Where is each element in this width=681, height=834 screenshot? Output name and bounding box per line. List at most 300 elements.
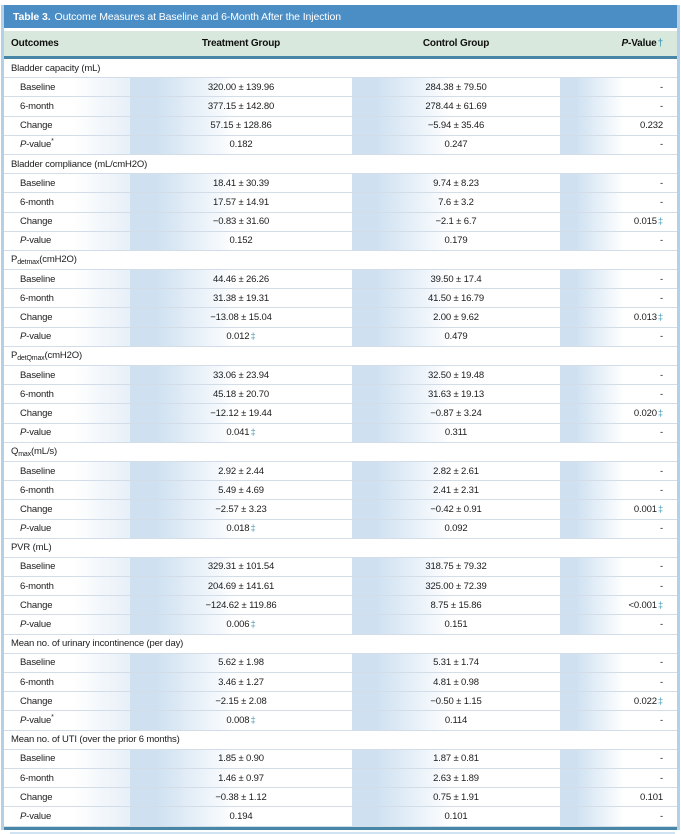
cell-value: 0.151	[444, 619, 468, 631]
cell-value: 2.00 ± 9.62	[433, 312, 479, 324]
cell-value: 57.15 ± 128.86	[210, 120, 272, 132]
pvalue-cell	[560, 462, 677, 480]
row-label-cell	[4, 97, 130, 115]
row-label-cell	[4, 404, 130, 422]
row-label: -value	[26, 810, 52, 822]
treatment-value-cell	[130, 711, 352, 729]
cell-value: 33.06 ± 23.94	[212, 369, 270, 381]
row-label: P	[20, 427, 27, 439]
data-row	[4, 289, 677, 308]
row-label-cell	[4, 270, 130, 288]
section-header-row	[4, 443, 677, 462]
data-row	[4, 481, 677, 500]
cell-value: 32.50 ± 19.48	[427, 369, 485, 381]
cell-value: −0.38 ± 1.12	[215, 791, 267, 803]
row-label: Change	[20, 407, 53, 419]
cell-value: 18.41 ± 30.39	[212, 177, 270, 189]
cell-value: 5.31 ± 1.74	[433, 657, 479, 669]
double-dagger-icon: ‡	[657, 503, 663, 515]
row-label-cell	[4, 78, 130, 96]
cell-value: 0.022	[633, 695, 657, 707]
pvalue-cell	[560, 232, 677, 250]
data-row	[4, 174, 677, 193]
data-row	[4, 117, 677, 136]
section-label: max	[18, 450, 32, 458]
section-label: detmax	[17, 258, 40, 266]
row-label-cell	[4, 500, 130, 518]
dagger-icon: †	[657, 38, 663, 49]
cell-value: -	[659, 369, 663, 381]
control-value-cell	[352, 520, 560, 538]
treatment-value-cell	[130, 193, 352, 211]
cell-value: -	[659, 427, 663, 439]
cell-value: -	[659, 484, 663, 496]
control-value-cell	[352, 328, 560, 346]
treatment-value-cell	[130, 78, 352, 96]
double-dagger-icon: ‡	[250, 523, 256, 535]
row-label-cell	[4, 462, 130, 480]
section-header-row	[4, 59, 677, 78]
cell-value: -	[659, 580, 663, 592]
cell-value: −5.94 ± 35.46	[427, 120, 485, 132]
treatment-value-cell	[130, 424, 352, 442]
treatment-value-cell	[130, 308, 352, 326]
cell-value: -	[659, 523, 663, 535]
section-label: (cmH2O)	[39, 254, 77, 266]
table-frame	[1, 5, 680, 830]
cell-value: 329.31 ± 101.54	[207, 561, 275, 573]
row-label-cell	[4, 174, 130, 192]
row-label-cell	[4, 308, 130, 326]
cell-value: -	[659, 292, 663, 304]
row-label: -value	[26, 331, 52, 343]
section-header-row	[4, 155, 677, 174]
row-label-cell	[4, 193, 130, 211]
pvalue-cell	[560, 193, 677, 211]
row-label: -value	[26, 427, 52, 439]
cell-value: −13.08 ± 15.04	[210, 312, 272, 324]
cell-value: 0.092	[444, 523, 468, 535]
pvalue-cell	[560, 117, 677, 135]
control-value-cell	[352, 577, 560, 595]
section-header-row	[4, 635, 677, 654]
row-label: Change	[20, 216, 53, 228]
treatment-value-cell	[130, 750, 352, 768]
cell-value: 0.311	[444, 427, 468, 439]
cell-value: 278.44 ± 61.69	[425, 100, 487, 112]
row-label: 6-month	[20, 484, 54, 496]
cell-value: 2.41 ± 2.31	[433, 484, 479, 496]
data-row	[4, 615, 677, 634]
pvalue-cell	[560, 270, 677, 288]
control-value-cell	[352, 232, 560, 250]
treatment-value-cell	[130, 481, 352, 499]
row-label-cell	[4, 577, 130, 595]
row-label: *	[51, 138, 54, 146]
data-row	[4, 328, 677, 347]
column-header-treatment: Treatment Group	[201, 38, 281, 49]
row-label: P	[20, 714, 27, 726]
section-label: P	[11, 350, 18, 362]
pvalue-cell	[560, 366, 677, 384]
double-dagger-icon: ‡	[657, 599, 663, 611]
control-value-cell	[352, 711, 560, 729]
control-value-cell	[352, 673, 560, 691]
row-label-cell	[4, 558, 130, 576]
row-label-cell	[4, 673, 130, 691]
cell-value: 44.46 ± 26.26	[212, 273, 270, 285]
cell-value: 1.85 ± 0.90	[218, 753, 264, 765]
double-dagger-icon: ‡	[657, 695, 663, 707]
control-value-cell	[352, 769, 560, 787]
row-label: Baseline	[20, 81, 56, 93]
row-label: Change	[20, 599, 53, 611]
control-value-cell	[352, 78, 560, 96]
control-value-cell	[352, 424, 560, 442]
control-value-cell	[352, 462, 560, 480]
row-label: -value	[26, 714, 52, 726]
cell-value: -	[659, 465, 663, 477]
pvalue-cell	[560, 97, 677, 115]
section-label: Bladder compliance (mL/cmH2O)	[11, 158, 148, 170]
cell-value: 31.38 ± 19.31	[212, 292, 270, 304]
data-row	[4, 788, 677, 807]
data-row	[4, 97, 677, 116]
section-label: Bladder capacity (mL)	[11, 62, 101, 74]
cell-value: 45.18 ± 20.70	[212, 388, 270, 400]
treatment-value-cell	[130, 366, 352, 384]
cell-value: 2.92 ± 2.44	[218, 465, 264, 477]
cell-value: 5.62 ± 1.98	[218, 657, 264, 669]
row-label: -value	[26, 235, 52, 247]
pvalue-cell	[560, 596, 677, 614]
cell-value: -	[659, 657, 663, 669]
row-label: 6-month	[20, 388, 54, 400]
row-label-cell	[4, 750, 130, 768]
control-value-cell	[352, 404, 560, 422]
double-dagger-icon: ‡	[250, 619, 256, 631]
control-value-cell	[352, 500, 560, 518]
pvalue-cell	[560, 308, 677, 326]
column-header-pvalue	[560, 38, 677, 49]
data-row	[4, 462, 677, 481]
row-label-cell	[4, 385, 130, 403]
cell-value: −0.42 ± 0.91	[430, 503, 482, 515]
pvalue-cell	[560, 520, 677, 538]
cell-value: −2.1 ± 6.7	[435, 216, 477, 228]
control-value-cell	[352, 385, 560, 403]
pvalue-cell	[560, 424, 677, 442]
row-label-cell	[4, 692, 130, 710]
cell-value: 0.232	[639, 120, 663, 132]
control-value-cell	[352, 750, 560, 768]
pvalue-cell	[560, 615, 677, 633]
section-header-row	[4, 731, 677, 750]
cell-value: 7.6 ± 3.2	[438, 196, 474, 208]
data-row	[4, 750, 677, 769]
row-label: 6-month	[20, 676, 54, 688]
cell-value: 0.041	[226, 427, 250, 439]
row-label-cell	[4, 481, 130, 499]
row-label: 6-month	[20, 580, 54, 592]
section-label: (mL/s)	[31, 446, 58, 458]
pvalue-cell	[560, 404, 677, 422]
data-row	[4, 136, 677, 155]
cell-value: 0.152	[229, 235, 253, 247]
treatment-value-cell	[130, 692, 352, 710]
cell-value: −0.83 ± 31.60	[212, 216, 270, 228]
control-value-cell	[352, 366, 560, 384]
row-label: Change	[20, 503, 53, 515]
treatment-value-cell	[130, 232, 352, 250]
cell-value: 2.82 ± 2.61	[433, 465, 479, 477]
section-label: P	[11, 254, 18, 266]
cell-value: 1.87 ± 0.81	[433, 753, 479, 765]
pvalue-cell	[560, 807, 677, 825]
cell-value: 31.63 ± 19.13	[427, 388, 485, 400]
cell-value: -	[659, 676, 663, 688]
treatment-value-cell	[130, 136, 352, 154]
row-label: -value	[26, 139, 52, 151]
row-label: Baseline	[20, 657, 56, 669]
treatment-value-cell	[130, 404, 352, 422]
section-label: Q	[11, 446, 19, 458]
row-label-cell	[4, 520, 130, 538]
pvalue-cell	[560, 788, 677, 806]
row-label-cell	[4, 654, 130, 672]
control-value-cell	[352, 596, 560, 614]
data-row	[4, 213, 677, 232]
section-label: detQmax	[17, 354, 45, 362]
data-row	[4, 807, 677, 826]
cell-value: 318.75 ± 79.32	[425, 561, 487, 573]
row-label: -value	[26, 619, 52, 631]
treatment-value-cell	[130, 520, 352, 538]
cell-value: -	[659, 810, 663, 822]
table-number: Table 3.	[13, 10, 51, 23]
cell-value: -	[659, 139, 663, 151]
cell-value: 0.012	[226, 331, 250, 343]
row-label-cell	[4, 769, 130, 787]
row-label: P	[20, 810, 27, 822]
row-label: Baseline	[20, 369, 56, 381]
row-label: Baseline	[20, 465, 56, 477]
row-label-cell	[4, 117, 130, 135]
treatment-value-cell	[130, 328, 352, 346]
cell-value: 0.101	[444, 810, 468, 822]
data-row	[4, 270, 677, 289]
row-label: Change	[20, 695, 53, 707]
control-value-cell	[352, 213, 560, 231]
row-label: P	[20, 235, 27, 247]
pvalue-header-p: P	[621, 38, 629, 49]
cell-value: 0.194	[229, 810, 253, 822]
cell-value: -	[659, 235, 663, 247]
cell-value: 0.015	[633, 216, 657, 228]
row-label: Baseline	[20, 561, 56, 573]
cell-value: -	[659, 561, 663, 573]
table-body	[4, 59, 677, 827]
control-value-cell	[352, 615, 560, 633]
treatment-value-cell	[130, 673, 352, 691]
row-label: P	[20, 331, 27, 343]
control-value-cell	[352, 97, 560, 115]
cell-value: -	[659, 714, 663, 726]
data-row	[4, 366, 677, 385]
cell-value: −124.62 ± 119.86	[205, 599, 277, 611]
row-label: 6-month	[20, 292, 54, 304]
section-label: Mean no. of urinary incontinence (per day)	[11, 638, 184, 650]
pvalue-cell	[560, 500, 677, 518]
row-label-cell	[4, 213, 130, 231]
row-label: 6-month	[20, 100, 54, 112]
pvalue-cell	[560, 654, 677, 672]
pvalue-cell	[560, 692, 677, 710]
cell-value: 41.50 ± 16.79	[427, 292, 485, 304]
treatment-value-cell	[130, 500, 352, 518]
section-label: Mean no. of UTI (over the prior 6 months)	[11, 734, 180, 746]
cell-value: 1.46 ± 0.97	[218, 772, 264, 784]
control-value-cell	[352, 117, 560, 135]
pvalue-cell	[560, 558, 677, 576]
row-label-cell	[4, 711, 130, 729]
row-label: Change	[20, 312, 53, 324]
row-label-cell	[4, 136, 130, 154]
cell-value: -	[659, 177, 663, 189]
pvalue-cell	[560, 385, 677, 403]
cell-value: 0.018	[226, 523, 250, 535]
control-value-cell	[352, 289, 560, 307]
row-label: Baseline	[20, 753, 56, 765]
cell-value: 0.006	[226, 619, 250, 631]
cell-value: 3.46 ± 1.27	[218, 676, 264, 688]
cell-value: -	[659, 388, 663, 400]
pvalue-cell	[560, 328, 677, 346]
control-value-cell	[352, 136, 560, 154]
row-label-cell	[4, 596, 130, 614]
double-dagger-icon: ‡	[657, 407, 663, 419]
cell-value: 9.74 ± 8.23	[433, 177, 479, 189]
cell-value: 204.69 ± 141.61	[207, 580, 275, 592]
pvalue-cell	[560, 673, 677, 691]
cell-value: −0.50 ± 1.15	[430, 695, 482, 707]
pvalue-cell	[560, 213, 677, 231]
cell-value: 17.57 ± 14.91	[212, 196, 270, 208]
row-label: *	[51, 713, 54, 721]
row-label-cell	[4, 232, 130, 250]
control-value-cell	[352, 692, 560, 710]
cell-value: 0.008	[226, 714, 250, 726]
cell-value: 0.247	[444, 139, 468, 151]
row-label-cell	[4, 424, 130, 442]
row-label: Baseline	[20, 177, 56, 189]
cell-value: -	[659, 619, 663, 631]
data-row	[4, 232, 677, 251]
control-value-cell	[352, 193, 560, 211]
row-label: 6-month	[20, 196, 54, 208]
cell-value: 5.49 ± 4.69	[218, 484, 264, 496]
row-label-cell	[4, 366, 130, 384]
pvalue-cell	[560, 289, 677, 307]
double-dagger-icon: ‡	[250, 331, 256, 343]
cell-value: 0.001	[633, 503, 657, 515]
data-row	[4, 577, 677, 596]
column-header-outcomes: Outcomes	[11, 38, 59, 49]
cell-value: 8.75 ± 15.86	[430, 599, 482, 611]
section-header-row	[4, 347, 677, 366]
cell-value: −12.12 ± 19.44	[210, 407, 272, 419]
control-value-cell	[352, 807, 560, 825]
table-bottom-border	[4, 827, 677, 830]
row-label-cell	[4, 328, 130, 346]
data-row	[4, 404, 677, 423]
pvalue-cell	[560, 174, 677, 192]
row-label-cell	[4, 615, 130, 633]
data-row	[4, 711, 677, 730]
cell-value: 0.013	[633, 312, 657, 324]
data-row	[4, 520, 677, 539]
data-row	[4, 673, 677, 692]
cell-value: 0.114	[444, 714, 468, 726]
pvalue-cell	[560, 136, 677, 154]
pvalue-cell	[560, 481, 677, 499]
cell-value: <0.001	[628, 599, 657, 611]
treatment-value-cell	[130, 615, 352, 633]
cell-value: 377.15 ± 142.80	[207, 100, 275, 112]
cell-value: 0.101	[639, 791, 663, 803]
data-row	[4, 193, 677, 212]
row-label: Baseline	[20, 273, 56, 285]
row-label: 6-month	[20, 772, 54, 784]
cell-value: −2.57 ± 3.23	[215, 503, 267, 515]
control-value-cell	[352, 270, 560, 288]
data-row	[4, 654, 677, 673]
treatment-value-cell	[130, 769, 352, 787]
table-title-bar	[4, 5, 677, 28]
cell-value: -	[659, 81, 663, 93]
row-label: Change	[20, 120, 53, 132]
cell-value: -	[659, 273, 663, 285]
cell-value: 284.38 ± 79.50	[425, 81, 487, 93]
cell-value: -	[659, 772, 663, 784]
data-row	[4, 769, 677, 788]
treatment-value-cell	[130, 97, 352, 115]
double-dagger-icon: ‡	[657, 312, 663, 324]
cell-value: 4.81 ± 0.98	[433, 676, 479, 688]
section-header-row	[4, 251, 677, 270]
treatment-value-cell	[130, 596, 352, 614]
cell-value: -	[659, 196, 663, 208]
cell-value: 0.75 ± 1.91	[433, 791, 479, 803]
cell-value: -	[659, 100, 663, 112]
treatment-value-cell	[130, 577, 352, 595]
double-dagger-icon: ‡	[250, 427, 256, 439]
cell-value: 325.00 ± 72.39	[425, 580, 487, 592]
section-label: PVR (mL)	[11, 542, 52, 554]
control-value-cell	[352, 481, 560, 499]
pvalue-cell	[560, 78, 677, 96]
cell-value: 320.00 ± 139.96	[207, 81, 275, 93]
table-title: Outcome Measures at Baseline and 6-Month After the Injection	[54, 10, 341, 23]
cell-value: 0.479	[444, 331, 468, 343]
treatment-value-cell	[130, 654, 352, 672]
row-label: -value	[26, 523, 52, 535]
cell-value: -	[659, 753, 663, 765]
cell-value: −0.87 ± 3.24	[430, 407, 482, 419]
pvalue-header-text: -Value	[628, 38, 657, 49]
treatment-value-cell	[130, 270, 352, 288]
row-label-cell	[4, 788, 130, 806]
